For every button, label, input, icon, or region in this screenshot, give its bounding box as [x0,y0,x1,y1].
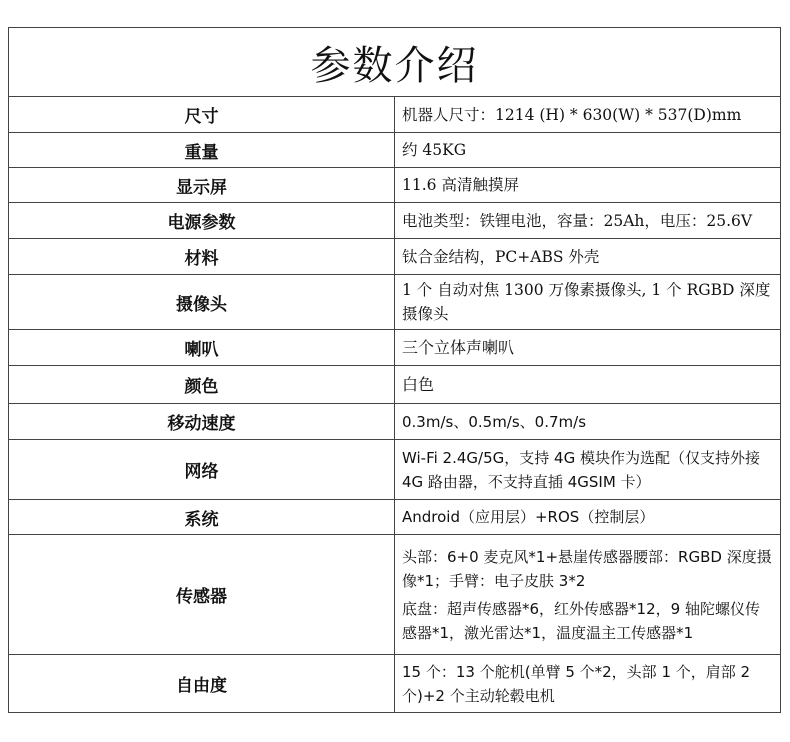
row-label: 材料 [9,239,395,275]
table-row-size [9,97,781,133]
table-row-network [9,440,781,500]
row-value [395,133,781,168]
row-label: 移动速度 [9,404,395,440]
row-label: 喇叭 [9,330,395,366]
table-row-weight [9,133,781,168]
value-line: 15 个：13 个舵机(单臂 5 个*2，头部 1 个，肩部 2 个)+2 个主动轮毂电机 [402,662,751,705]
table-row-speaker [9,330,781,366]
row-label: 传感器 [9,535,395,655]
row-label: 电源参数 [9,203,395,239]
value-line: 11.6 高清触摸屏 [402,176,519,194]
table-row-color [9,366,781,404]
table-row-system [9,500,781,535]
row-value [395,366,781,404]
value-line: 电池类型：铁锂电池，容量：25Ah，电压：25.6V [402,211,753,230]
row-value [395,239,781,275]
table-row-material [9,239,781,275]
table-row-camera [9,275,781,330]
value-line: 三个立体声喇叭 [402,337,515,357]
row-value [395,500,781,535]
table-row-display [9,168,781,203]
page-title: 参数介绍 [9,28,781,97]
row-value [395,535,781,655]
value-line: 约 45KG [402,141,467,159]
row-value [395,97,781,133]
row-value [395,440,781,500]
value-line: 机器人尺寸：1214 (H) * 630(W) * 537(D)mm [402,105,742,124]
title-row [9,28,781,97]
row-value [395,203,781,239]
row-label: 尺寸 [9,97,395,133]
row-label: 网络 [9,440,395,500]
spec-table [8,27,781,713]
row-value [395,275,781,330]
row-value [395,168,781,203]
row-value [395,404,781,440]
row-label: 显示屏 [9,168,395,203]
value-line: Android（应用层）+ROS（控制层） [402,508,655,526]
row-value [395,655,781,713]
value-line: 1 个 自动对焦 1300 万像素摄像头, 1 个 RGBD 深度摄像头 [402,281,771,323]
row-label: 自由度 [9,655,395,713]
table-row-power [9,203,781,239]
table-row-dof [9,655,781,713]
table-row-sensors [9,535,781,655]
row-value [395,330,781,366]
value-line: 钛合金结构，PC+ABS 外壳 [402,247,600,266]
value-line: Wi-Fi 2.4G/5G，支持 4G 模块作为选配（仅支持外接 4G 路由器，不支持直插 4GSIM 卡） [402,448,760,491]
row-label: 颜色 [9,366,395,404]
spec-sheet [8,27,781,713]
value-line: 底盘：超声传感器*6，红外传感器*12，9 轴陀螺仪传感器*1，激光雷达*1，温度温主工传感器*1 [402,599,760,642]
value-line: 0.3m/s、0.5m/s、0.7m/s [402,412,587,431]
row-label: 摄像头 [9,275,395,330]
row-label: 系统 [9,500,395,535]
row-label: 重量 [9,133,395,168]
table-row-speed [9,404,781,440]
value-line: 白色 [402,374,435,394]
value-line: 头部：6+0 麦克风*1+悬崖传感器腰部：RGBD 深度摄像*1；手臂：电子皮肤 3*2 [402,547,772,590]
